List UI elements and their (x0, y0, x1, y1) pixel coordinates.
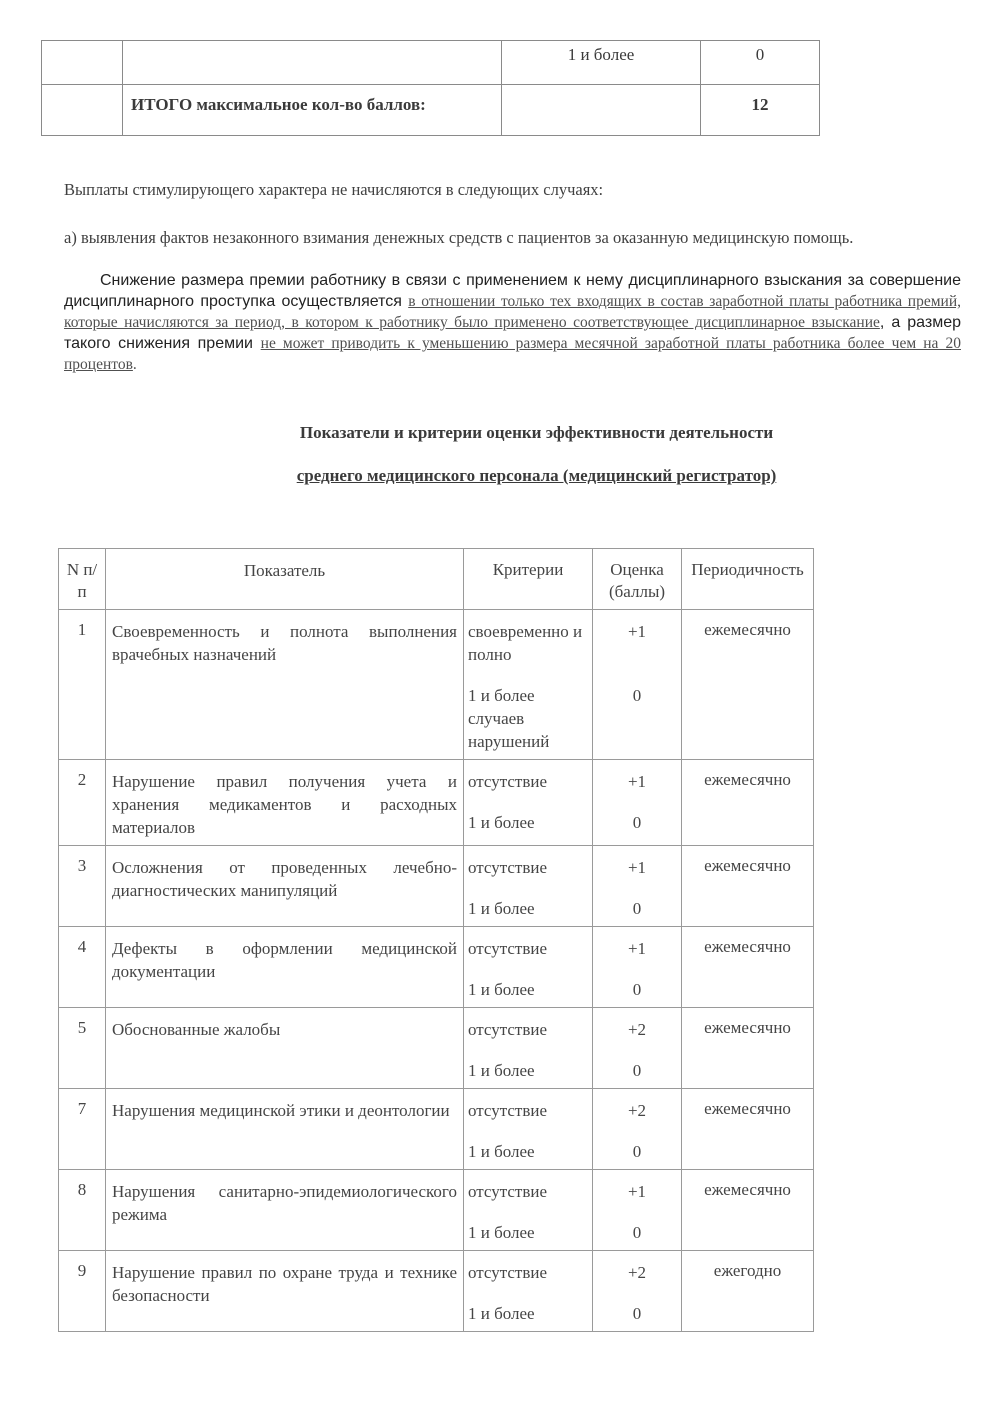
row-indicator: Нарушение правил получения учета и хранения медикаментов и расходных материалов (106, 760, 464, 846)
cell-empty (42, 41, 123, 85)
header-criteria: Критерии (464, 549, 593, 610)
header-number: N п/п (59, 549, 106, 610)
row-criteria (464, 927, 593, 1008)
row-criteria (464, 846, 593, 927)
row-periodicity: ежегодно (682, 1251, 814, 1332)
score-negative: 0 (632, 1223, 642, 1242)
criterion-positive: отсутствие (468, 1263, 548, 1282)
row-indicator: Нарушения медицинской этики и деонтологии (106, 1089, 464, 1170)
row-periodicity: ежемесячно (682, 927, 814, 1008)
score-negative: 0 (632, 686, 642, 705)
criterion-negative: 1 и более (468, 813, 535, 832)
total-label: ИТОГО максимальное кол-во баллов: (123, 85, 502, 136)
row-periodicity: ежемесячно (682, 1170, 814, 1251)
row-number: 4 (59, 927, 106, 1008)
row-indicator: Дефекты в оформлении медицинской документации (106, 927, 464, 1008)
row-number: 3 (59, 846, 106, 927)
section-subtitle: среднего медицинского персонала (медицинский регистратор) (296, 466, 777, 485)
paragraph-bonus-reduction (64, 270, 961, 375)
table-row (59, 846, 814, 927)
criterion-negative: 1 и более (468, 980, 535, 999)
criterion-negative: 1 и более (468, 1223, 535, 1242)
section-title: Показатели и критерии оценки эффективности деятельности (299, 423, 774, 442)
table-row (59, 1089, 814, 1170)
table-row (59, 927, 814, 1008)
criterion-positive: отсутствие (468, 939, 548, 958)
header-indicator: Показатель (106, 549, 464, 610)
text-segment: . (132, 356, 137, 373)
cell-empty (42, 85, 123, 136)
row-periodicity: ежемесячно (682, 1089, 814, 1170)
cell-empty (502, 85, 701, 136)
header-row (59, 549, 814, 610)
underlined-segment: не может приводить к уменьшению размера месячной заработной платы работника более чем на 20 процентов (64, 335, 961, 373)
score-positive: +1 (627, 858, 647, 877)
criterion-negative: 1 и более (468, 1304, 535, 1323)
paragraph-exclusion-a: а) выявления фактов незаконного взимания денежных средств с пациентов за оказанную медицинскую помощь. (64, 228, 854, 247)
text-segment: Снижение размера премии работнику в связи с применением к нему дисциплинарного взыскания за совершение дисциплинарного проступка осуществляется (64, 272, 961, 310)
row-periodicity: ежемесячно (682, 846, 814, 927)
score-negative: 0 (632, 1061, 642, 1080)
score-positive: +1 (627, 939, 647, 958)
criteria-table (58, 548, 814, 1332)
criterion-negative: 1 и более случаев нарушений (468, 686, 550, 751)
cell-empty (123, 41, 502, 85)
top-score-table (41, 40, 820, 136)
score-negative: 0 (632, 899, 642, 918)
table-row (59, 610, 814, 760)
score-negative: 0 (632, 980, 642, 999)
criterion-negative: 1 и более (468, 899, 535, 918)
row-score (593, 1170, 682, 1251)
row-indicator: Обоснованные жалобы (106, 1008, 464, 1089)
row-score (593, 760, 682, 846)
row-score (593, 1008, 682, 1089)
row-indicator: Нарушения санитарно-эпидемиологического режима (106, 1170, 464, 1251)
table-row (59, 760, 814, 846)
row-score (593, 846, 682, 927)
criterion-cell: 1 и более (502, 41, 701, 85)
score-positive: +1 (627, 1182, 647, 1201)
paragraph-exclusions-intro: Выплаты стимулирующего характера не начисляются в следующих случаях: (64, 180, 604, 199)
criterion-positive: своевременно и полно (468, 622, 583, 664)
score-positive: +1 (627, 772, 647, 791)
row-score (593, 610, 682, 760)
criterion-positive: отсутствие (468, 1101, 548, 1120)
score-cell: 0 (701, 41, 820, 85)
row-number: 8 (59, 1170, 106, 1251)
row-periodicity: ежемесячно (682, 610, 814, 760)
row-number: 2 (59, 760, 106, 846)
table-row (59, 1008, 814, 1089)
row-indicator: Осложнения от проведенных лечебно-диагностических манипуляций (106, 846, 464, 927)
table-row (42, 41, 820, 85)
row-indicator: Нарушение правил по охране труда и технике безопасности (106, 1251, 464, 1332)
criterion-positive: отсутствие (468, 1020, 548, 1039)
total-value: 12 (701, 85, 820, 136)
score-positive: +2 (627, 1101, 647, 1120)
row-criteria (464, 1008, 593, 1089)
row-criteria (464, 1170, 593, 1251)
text-segment: , а размер такого снижения премии (64, 314, 961, 352)
header-score: Оценка (баллы) (593, 549, 682, 610)
row-criteria (464, 1251, 593, 1332)
score-positive: +2 (627, 1263, 647, 1282)
criterion-negative: 1 и более (468, 1142, 535, 1161)
row-number: 5 (59, 1008, 106, 1089)
row-number: 1 (59, 610, 106, 760)
row-criteria (464, 1089, 593, 1170)
score-positive: +1 (627, 622, 647, 641)
row-criteria (464, 610, 593, 760)
row-number: 9 (59, 1251, 106, 1332)
score-negative: 0 (632, 1142, 642, 1161)
row-number: 7 (59, 1089, 106, 1170)
criterion-negative: 1 и более (468, 1061, 535, 1080)
criterion-positive: отсутствие (468, 1182, 548, 1201)
row-criteria (464, 760, 593, 846)
header-periodicity: Периодичность (682, 549, 814, 610)
score-negative: 0 (632, 813, 642, 832)
total-row (42, 85, 820, 136)
score-negative: 0 (632, 1304, 642, 1323)
row-score (593, 1251, 682, 1332)
row-score (593, 1089, 682, 1170)
table-row (59, 1251, 814, 1332)
row-score (593, 927, 682, 1008)
score-positive: +2 (627, 1020, 647, 1039)
row-indicator: Своевременность и полнота выполнения врачебных назначений (106, 610, 464, 760)
row-periodicity: ежемесячно (682, 1008, 814, 1089)
criterion-positive: отсутствие (468, 772, 548, 791)
underlined-segment: в отношении только тех входящих в состав заработной платы работника премий, которые начисляются за период, в котором к работнику было применено соответствующее дисциплинарное взыскание (64, 293, 962, 331)
row-periodicity: ежемесячно (682, 760, 814, 846)
table-row (59, 1170, 814, 1251)
criterion-positive: отсутствие (468, 858, 548, 877)
